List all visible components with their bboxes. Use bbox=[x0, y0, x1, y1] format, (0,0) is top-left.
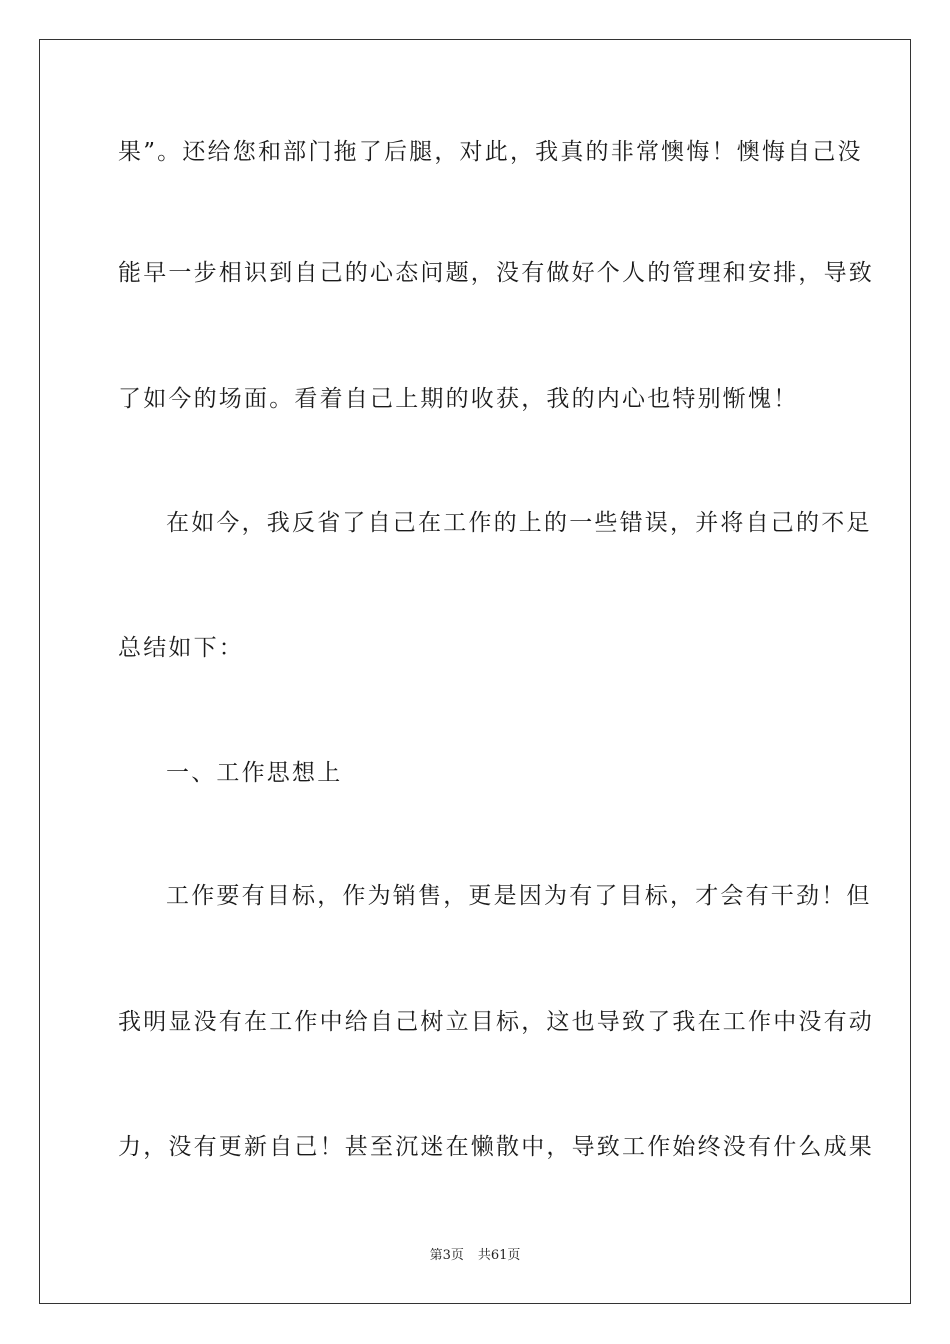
body-text-line: 了如今的场面。看着自己上期的收获，我的内心也特别惭愧！ bbox=[118, 386, 799, 412]
body-text-line: 总结如下： bbox=[118, 635, 244, 661]
body-text-line: 果”。还给您和部门拖了后腿，对此，我真的非常懊悔！懊悔自己没 bbox=[118, 139, 863, 165]
paragraph-first-line: 工作要有目标，作为销售，更是因为有了目标，才会有干劲！但 bbox=[166, 883, 872, 909]
page-footer bbox=[0, 1247, 950, 1265]
body-text-line: 力，没有更新自己！甚至沉迷在懒散中，导致工作始终没有什么成果 bbox=[118, 1134, 874, 1160]
section-heading: 一、工作思想上 bbox=[166, 760, 343, 786]
paragraph-first-line: 在如今，我反省了自己在工作的上的一些错误，并将自己的不足 bbox=[166, 510, 872, 536]
page-total: 共61页 bbox=[477, 1248, 521, 1263]
body-text-line: 能早一步相识到自己的心态问题，没有做好个人的管理和安排，导致 bbox=[118, 260, 874, 286]
page-frame bbox=[39, 39, 911, 1304]
body-text-line: 我明显没有在工作中给自己树立目标，这也导致了我在工作中没有动 bbox=[118, 1009, 874, 1035]
page-number: 第3页 bbox=[429, 1248, 464, 1263]
